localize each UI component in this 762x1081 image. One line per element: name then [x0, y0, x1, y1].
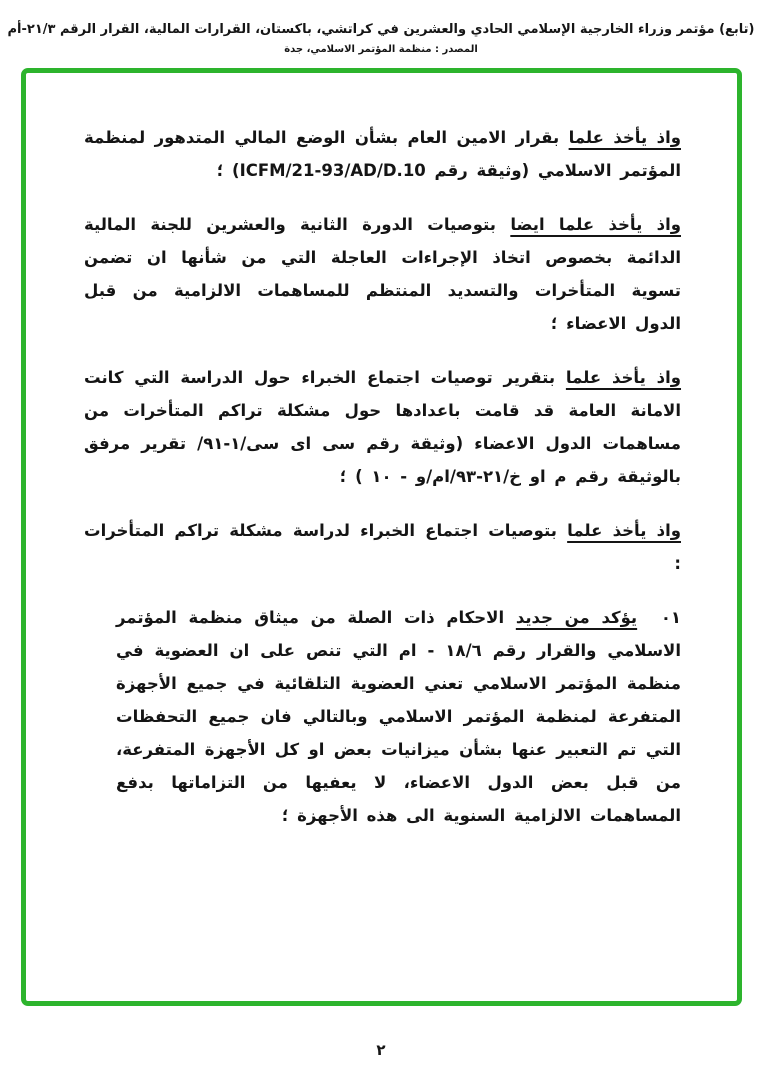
header-title: (تابع) مؤتمر وزراء الخارجية الإسلامي الحادي والعشرين في كراتشي، باكستان، القرارات المالية، القرار الرقم ٢١/٣-أم	[7, 22, 755, 37]
paragraph-taking-note-4	[84, 514, 681, 580]
paragraph-text: بتقرير توصيات اجتماع الخبراء حول الدراسة التي كانت الامانة العامة قد قامت باعدادها حول مشكلة تراكم المتأخرات من مساهمات الدول الاعضاء (وثيقة رقم سى اى سى/١-٩١/ تقرير مرفق بالوثيقة رقم م او خ/٢١-٩٣/ام/و - ١٠ ) ؛	[84, 368, 682, 486]
paragraph-text: بقرار الامين العام بشأن الوضع المالي المتدهور لمنظمة المؤتمر الاسلامي (وثيقة رقم ICFM/21-93/AD/D.10) ؛	[84, 128, 681, 180]
paragraph-taking-note-2	[84, 208, 681, 340]
paragraph-text: بتوصيات الدورة الثانية والعشرين للجنة المالية الدائمة بخصوص اتخاذ الإجراءات العاجلة التي من شأنها ان تضمن تسوية المتأخرات والتسديد المنتظم للمساهمات الالزامية من قبل الدول الاعضاء ؛	[84, 215, 681, 333]
item-number: ٠١	[660, 608, 682, 627]
item-lead: يؤكد من جديد	[515, 608, 638, 627]
item-text: الاحكام ذات الصلة من ميثاق منظمة المؤتمر الاسلامي والقرار رقم ١٨/٦ - ام التي تنص على ان العضوية في منظمة المؤتمر الاسلامي تعني العضوية التلقائية في جميع الأجهزة المتفرعة لمنظمة المؤتمر الاسلامي وبالتالي فان جميع التحفظات التي تم التعبير عنها بشأن ميزانيات بعض او كل الأجهزة المتفرعة، من قبل بعض الدول الاعضاء، لا يعفيها من التزاماتها بدفع المساهمات الالزامية السنوية الى هذه الأجهزة ؛	[116, 608, 681, 825]
document-body	[26, 73, 737, 852]
paragraph-taking-note-3	[84, 361, 681, 493]
paragraph-text: بتوصيات اجتماع الخبراء لدراسة مشكلة تراكم المتأخرات :	[84, 521, 681, 573]
paragraph-lead: واذ يأخذ علما	[567, 521, 681, 540]
paragraph-lead: واذ يأخذ علما	[565, 368, 682, 387]
page-number: ٢	[376, 1041, 386, 1059]
paragraph-taking-note-1	[84, 121, 681, 187]
paragraph-lead: واذ يأخذ علما	[568, 128, 681, 147]
document-header	[0, 0, 762, 55]
content-frame	[21, 68, 742, 1006]
numbered-item-1	[84, 601, 681, 832]
paragraph-lead: واذ يأخذ علما ايضا	[510, 215, 681, 234]
header-source: المصدر : منظمة المؤتمر الاسلامي، جدة	[284, 44, 478, 55]
page-footer	[0, 1041, 762, 1059]
